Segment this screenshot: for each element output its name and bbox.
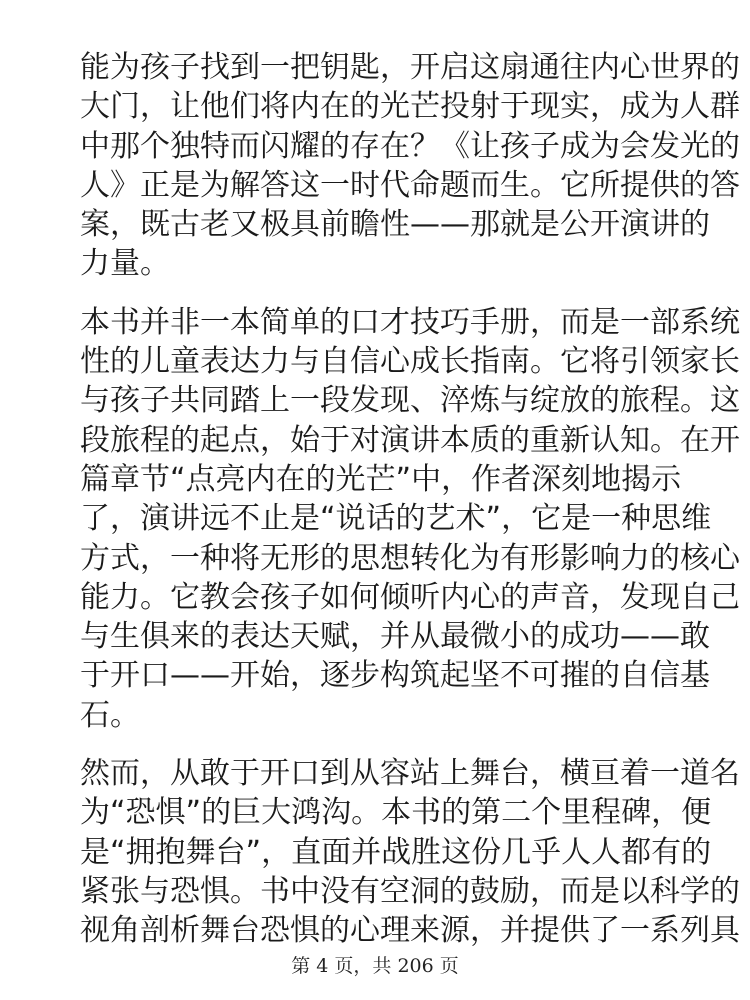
text-line: 紧张与恐惧。书中没有空洞的鼓励，而是以科学的	[80, 873, 740, 909]
text-line: 段旅程的起点，始于对演讲本质的重新认知。在开	[80, 422, 740, 458]
text-line: 视角剖析舞台恐惧的心理来源，并提供了一系列具	[80, 913, 740, 949]
paragraph-2	[80, 303, 740, 735]
text-line: 方式，一种将无形的思想转化为有形影响力的核心	[80, 540, 740, 576]
text-line: 中那个独特而闪耀的存在？《让孩子成为会发光的	[80, 128, 740, 164]
document-body	[80, 48, 740, 970]
text-line: 然而，从敢于开口到从容站上舞台，横亘着一道名	[80, 756, 740, 792]
text-line: 性的儿童表达力与自信心成长指南。它将引领家长	[80, 344, 740, 380]
text-line: 能为孩子找到一把钥匙，开启这扇通往内心世界的	[80, 50, 740, 85]
page-number-footer: 第 4 页，共 206 页	[291, 955, 459, 977]
text-line: 为“恐惧”的巨大鸿沟。本书的第二个里程碑，便	[80, 795, 712, 831]
text-line: 能力。它教会孩子如何倾听内心的声音，发现自己	[80, 579, 740, 615]
paragraph-1	[80, 48, 740, 284]
text-line: 是“拥抱舞台”，直面并战胜这份几乎人人都有的	[80, 834, 712, 870]
text-line: 本书并非一本简单的口才技巧手册，而是一部系统	[80, 304, 740, 340]
text-line: 于开口——开始，逐步构筑起坚不可摧的自信基	[80, 658, 710, 694]
text-line: 人》正是为解答这一时代命题而生。它所提供的答	[80, 167, 740, 203]
text-line: 了，演讲远不止是“说话的艺术”，它是一种思维	[80, 501, 712, 537]
text-line: 力量。	[80, 246, 170, 282]
text-line: 案，既古老又极具前瞻性——那就是公开演讲的	[80, 207, 710, 243]
text-line: 与孩子共同踏上一段发现、淬炼与绽放的旅程。这	[80, 383, 740, 419]
text-line: 石。	[80, 697, 140, 733]
paragraph-3	[80, 754, 740, 950]
text-line: 大门，让他们将内在的光芒投射于现实，成为人群	[80, 89, 740, 125]
text-line: 篇章节“点亮内在的光芒”中，作者深刻地揭示	[80, 461, 682, 497]
text-line: 与生俱来的表达天赋，并从最微小的成功——敢	[80, 619, 710, 655]
